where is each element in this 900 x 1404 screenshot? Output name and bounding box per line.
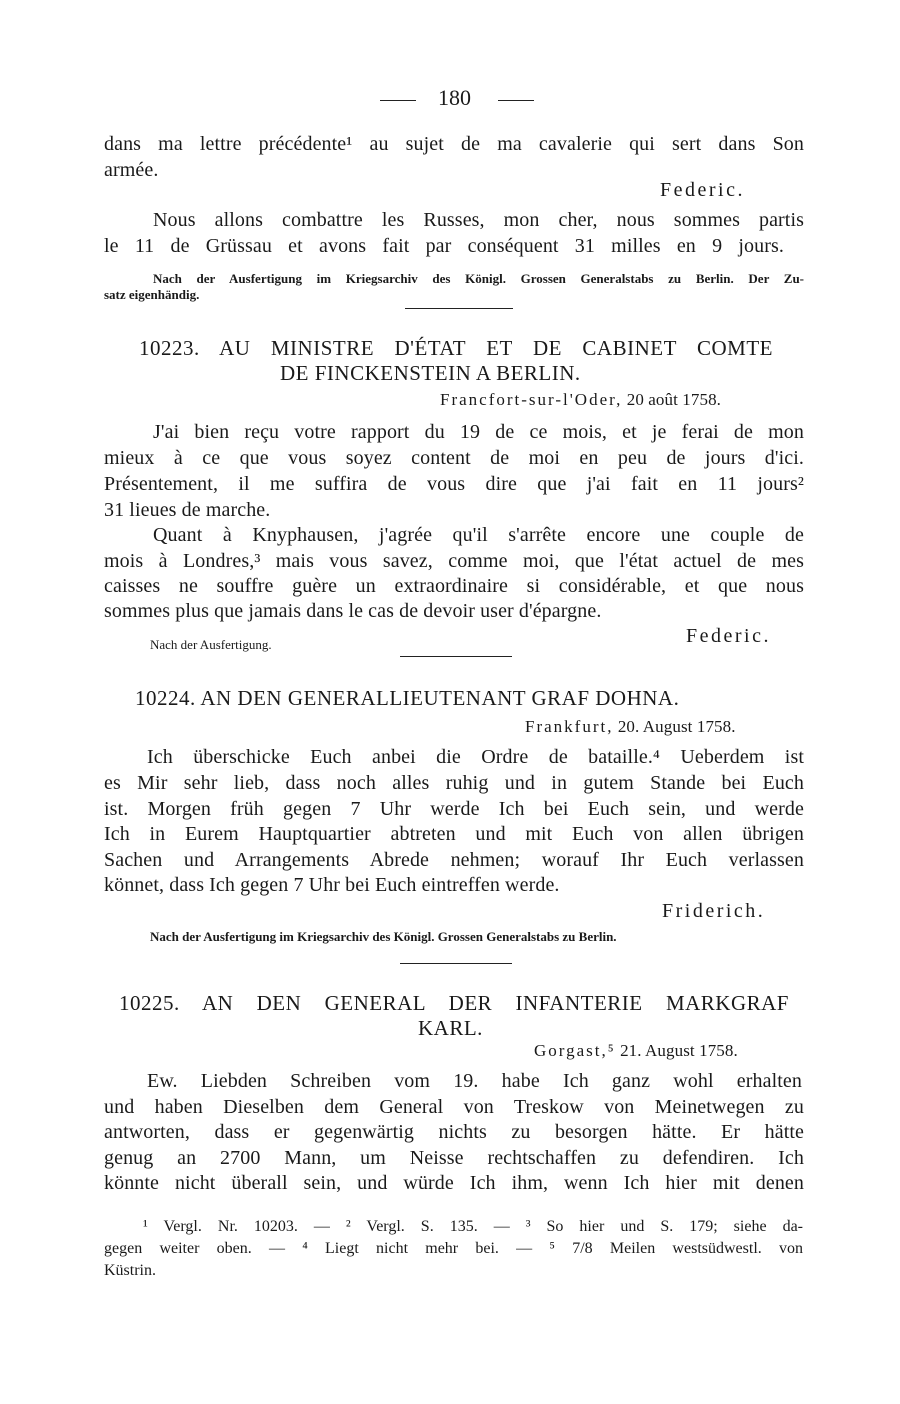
page-number: 180 (438, 85, 471, 110)
footnote-line: ¹ Vergl. Nr. 10203. — ² Vergl. S. 135. — ³ So hier und S. 179; siehe da- (143, 1218, 803, 1235)
source-note: satz eigenhändig. (104, 287, 200, 302)
body-line: dans ma lettre précédente¹ au sujet de ma cavalerie qui sert dans Son (104, 133, 804, 155)
body-line: es Mir sehr lieb, dass noch alles ruhig und in gutem Stande bei Euch (104, 772, 804, 794)
place-name: Gorgast,⁵ (534, 1041, 616, 1060)
date: 20 août 1758. (626, 390, 722, 409)
body-line: J'ai bien reçu votre rapport du 19 de ce mois, et je ferai de mon (153, 421, 804, 443)
place-name: Frankfurt, (525, 717, 614, 736)
body-line: Quant à Knyphausen, j'agrée qu'il s'arrête encore une couple de (153, 524, 804, 546)
section-divider (400, 656, 512, 657)
letter-heading: 10223. AU MINISTRE D'ÉTAT ET DE CABINET COMTE (139, 336, 773, 360)
body-line: antworten, dass er gegenwärtig nichts zu besorgen hätte. Er hätte (104, 1121, 804, 1143)
place-date (440, 390, 721, 410)
page-number-rule-right (498, 100, 534, 101)
letter-heading: 10224. AN DEN GENERALLIEUTENANT GRAF DOHNA. (135, 686, 680, 710)
letter-heading: 10225. AN DEN GENERAL DER INFANTERIE MARKGRAF (119, 991, 789, 1015)
body-line: mieux à ce que vous soyez content de moi en peu de jours d'ici. (104, 447, 804, 469)
section-divider (400, 963, 512, 964)
body-line: mois à Londres,³ mais vous savez, comme moi, que l'état actuel de mes (104, 550, 804, 572)
body-line: Nous allons combattre les Russes, mon cher, nous sommes partis (153, 209, 804, 231)
place-date (534, 1041, 738, 1061)
body-line: und haben Dieselben dem General von Treskow von Meinetwegen zu (104, 1096, 804, 1118)
body-line: 31 lieues de marche. (104, 499, 271, 521)
body-line: könnte nicht überall sein, und würde Ich ihm, wenn Ich hier mit denen (104, 1172, 804, 1194)
body-line: Présentement, il me suffira de vous dire que j'ai fait en 11 jours² (104, 473, 804, 495)
letter-heading: KARL. (418, 1016, 483, 1040)
footnote-line: Küstrin. (104, 1262, 156, 1279)
source-note: Nach der Ausfertigung im Kriegsarchiv des Königl. Grossen Generalstabs zu Berlin. Der Zu- (153, 271, 804, 286)
signature: Friderich. (662, 900, 766, 922)
place-date (525, 717, 736, 737)
letter-heading: DE FINCKENSTEIN A BERLIN. (280, 361, 581, 385)
source-note: Nach der Ausfertigung. (150, 637, 272, 652)
body-line: genug an 2700 Mann, um Neisse rechtschaffen zu defendiren. Ich (104, 1147, 804, 1169)
body-line: sommes plus que jamais dans le cas de devoir user d'épargne. (104, 600, 602, 622)
body-line: Sachen und Arrangements Abrede nehmen; worauf Ihr Euch verlassen (104, 849, 804, 871)
body-line: caisses ne souffre guère un extraordinaire si considérable, et que nous (104, 575, 804, 597)
signature: Federic. (660, 179, 745, 201)
section-divider (405, 308, 513, 309)
body-line: könnet, dass Ich gegen 7 Uhr bei Euch eintreffen werde. (104, 874, 560, 896)
date: 21. August 1758. (620, 1041, 738, 1060)
source-note: Nach der Ausfertigung im Kriegsarchiv des Königl. Grossen Generalstabs zu Berlin. (150, 929, 617, 944)
footnote-line: gegen weiter oben. — ⁴ Liegt nicht mehr bei. — ⁵ 7/8 Meilen westsüdwestl. von (104, 1240, 803, 1257)
signature: Federic. (686, 625, 771, 647)
body-line: ist. Morgen früh gegen 7 Uhr werde Ich bei Euch sein, und werde (104, 798, 804, 820)
page-number-rule-left (380, 100, 416, 101)
body-line: Ew. Liebden Schreiben vom 19. habe Ich ganz wohl erhalten (147, 1070, 802, 1092)
body-line: Ich in Eurem Hauptquartier abtreten und mit Euch von allen übrigen (104, 823, 804, 845)
place-name: Francfort-sur-l'Oder, (440, 390, 623, 409)
body-line: Ich überschicke Euch anbei die Ordre de bataille.⁴ Ueberdem ist (147, 746, 804, 768)
date: 20. August 1758. (617, 717, 736, 736)
body-line: armée. (104, 159, 159, 181)
body-line: le 11 de Grüssau et avons fait par conséquent 31 milles en 9 jours. (104, 235, 784, 257)
